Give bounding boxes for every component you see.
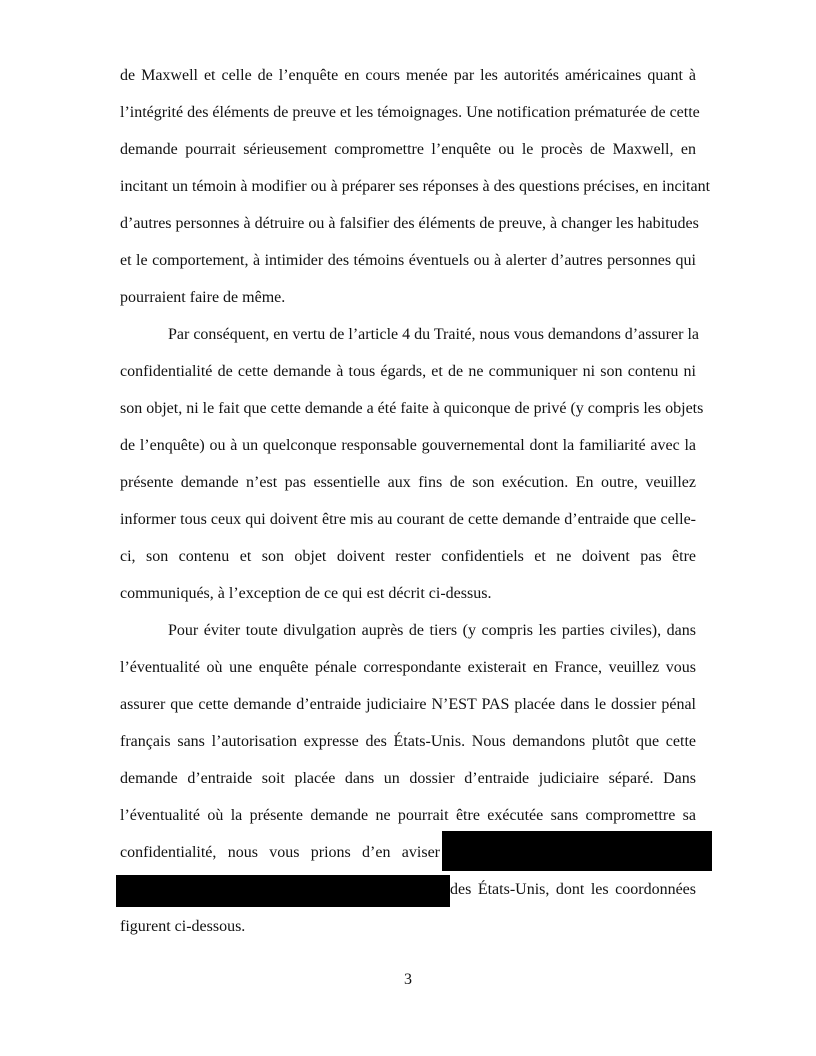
- text-line: de l’enquête) ou à un quelconque responsable gouvernemental dont la familiarité avec la: [120, 437, 696, 454]
- text-line: informer tous ceux qui doivent être mis au courant de cette demande d’entraide que celle-: [120, 511, 696, 528]
- text-line: l’éventualité où une enquête pénale correspondante existerait en France, veuillez vous: [120, 659, 696, 676]
- page-number: 3: [404, 971, 412, 988]
- redaction-block: [442, 831, 712, 871]
- text-line: incitant un témoin à modifier ou à préparer ses réponses à des questions précises, en incitant: [120, 178, 711, 195]
- text-line: français sans l’autorisation expresse des États-Unis. Nous demandons plutôt que cette: [120, 733, 696, 750]
- redaction-block: [116, 875, 450, 907]
- text-line: confidentialité, nous vous prions d’en aviser: [120, 844, 440, 861]
- text-line: et le comportement, à intimider des témoins éventuels ou à alerter d’autres personnes qui: [120, 252, 696, 269]
- text-line: d’autres personnes à détruire ou à falsifier des éléments de preuve, à changer les habitudes: [120, 215, 699, 232]
- text-line: figurent ci-dessous.: [120, 918, 246, 935]
- text-line: demande pourrait sérieusement compromettre l’enquête ou le procès de Maxwell, en: [120, 141, 696, 158]
- paragraph-first-line: Par conséquent, en vertu de l’article 4 du Traité, nous vous demandons d’assurer la: [168, 326, 699, 343]
- paragraph-first-line: Pour éviter toute divulgation auprès de tiers (y compris les parties civiles), dans: [168, 622, 696, 639]
- text-line: l’éventualité où la présente demande ne pourrait être exécutée sans compromettre sa: [120, 807, 696, 824]
- text-line: assurer que cette demande d’entraide judiciaire N’EST PAS placée dans le dossier pénal: [120, 696, 696, 713]
- text-line: confidentialité de cette demande à tous égards, et de ne communiquer ni son contenu ni: [120, 363, 696, 380]
- text-line: demande d’entraide soit placée dans un dossier d’entraide judiciaire séparé. Dans: [120, 770, 696, 787]
- text-line: de Maxwell et celle de l’enquête en cours menée par les autorités américaines quant à: [120, 67, 696, 84]
- text-line: présente demande n’est pas essentielle aux fins de son exécution. En outre, veuillez: [120, 474, 696, 491]
- text-line: ci, son contenu et son objet doivent rester confidentiels et ne doivent pas être: [120, 548, 696, 565]
- text-line: communiqués, à l’exception de ce qui est décrit ci-dessus.: [120, 585, 492, 602]
- text-line: pourraient faire de même.: [120, 289, 286, 306]
- text-line: son objet, ni le fait que cette demande a été faite à quiconque de privé (y compris les objets: [120, 400, 704, 417]
- text-line: l’intégrité des éléments de preuve et les témoignages. Une notification prématurée de cette: [120, 104, 700, 121]
- text-line: des États-Unis, dont les coordonnées: [450, 881, 696, 898]
